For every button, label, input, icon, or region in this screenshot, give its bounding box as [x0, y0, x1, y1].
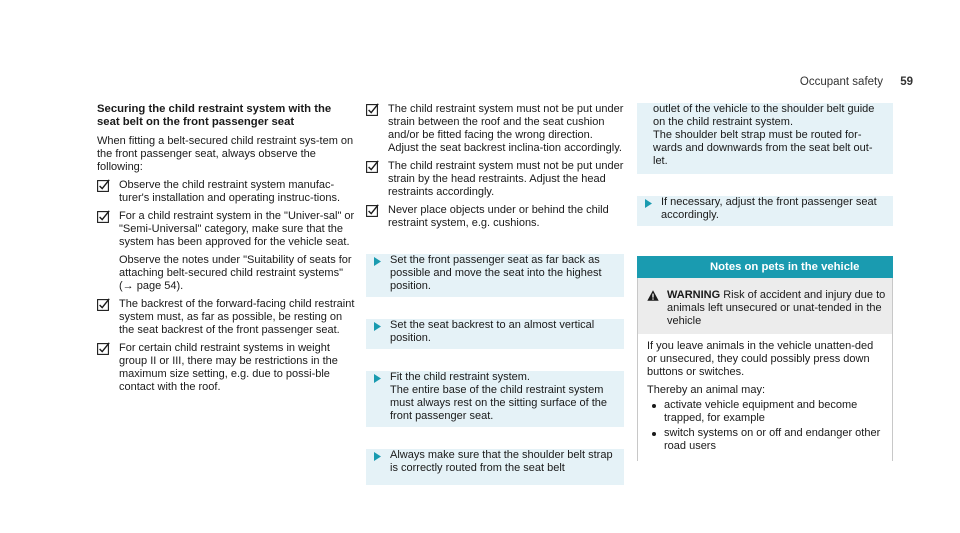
check-item — [366, 204, 624, 230]
check-text: The child restraint system must not be put under strain by the head restraints. Adjust the head restraints accordingly. — [388, 160, 624, 198]
instruction-step — [366, 449, 624, 485]
checkbox-icon — [97, 298, 110, 311]
check-text: For certain child restraint systems in weight group II or III, there may be restrictions in the maximum size setting, e.g. due to possi-ble contact with the roof. — [119, 342, 338, 393]
check-text: Observe the child restraint system manufac-turer's installation and operating instruc-tions. — [119, 179, 340, 204]
column-2 — [366, 103, 624, 485]
column-3 — [637, 103, 893, 461]
checkbox-icon — [97, 210, 110, 223]
step-text: Fit the child restraint system. The entire base of the child restraint system must always rest on the sitting surface of the front passenger seat. — [390, 371, 608, 422]
check-item — [97, 179, 355, 205]
check-text: Never place objects under or behind the child restraint system, e.g. cushions. — [388, 204, 609, 229]
check-item — [97, 342, 355, 394]
checkbox-icon — [366, 103, 379, 116]
arrow-right-icon — [374, 452, 381, 461]
page-header — [800, 76, 913, 88]
checkbox-icon — [97, 342, 110, 355]
warning-header — [638, 278, 892, 334]
warning-text: Risk of accident and injury due to animals left unsecured or unat-tended in the vehicle — [667, 289, 886, 327]
list-item-text: activate vehicle equipment and become trapped, for example — [664, 399, 858, 424]
list-item — [647, 399, 886, 425]
notes-section-title: Notes on pets in the vehicle — [637, 256, 893, 278]
list-item — [647, 427, 886, 453]
section-title: Occupant safety — [799, 76, 883, 88]
warning-label: WARNING — [667, 289, 721, 301]
checkbox-icon — [366, 160, 379, 173]
check-note: Observe the notes under "Suitability of seats for attaching belt-secured child restraint systems" (→ page 54). — [119, 254, 352, 292]
instruction-step — [366, 371, 624, 427]
step-text: Always make sure that the shoulder belt strap is correctly routed from the seat belt — [390, 449, 613, 474]
arrow-right-icon — [374, 374, 381, 383]
step-text: Set the seat backrest to an almost vertical position. — [390, 319, 595, 344]
check-text: The child restraint system must not be put under strain between the roof and the seat cushion and/or be fitted facing the wrong direction. Adjust the seat backrest inclina-tion accordingly. — [388, 103, 624, 154]
warning-body — [638, 334, 892, 461]
list-item-text: switch systems on or off and endanger other road users — [664, 427, 881, 452]
checkbox-icon — [97, 179, 110, 192]
page-number: 59 — [900, 76, 913, 88]
checkbox-icon — [366, 204, 379, 217]
section-heading: Securing the child restraint system with the seat belt on the front passenger seat — [97, 103, 332, 128]
instruction-step — [366, 319, 624, 349]
arrow-right-icon — [374, 322, 381, 331]
warning-paragraph: Thereby an animal may: — [647, 384, 765, 396]
intro-paragraph: When fitting a belt-secured child restraint sys-tem on the front passenger seat, always observe the following: — [97, 135, 354, 173]
check-item — [97, 298, 355, 337]
bullet-icon — [652, 404, 656, 408]
arrow-right-icon — [645, 199, 652, 208]
step-continuation: outlet of the vehicle to the shoulder belt guide on the child restraint system. The shoulder belt strap must be routed for-wards and downwards from the seat belt out-let. — [637, 103, 893, 174]
instruction-step — [366, 254, 624, 297]
column-1 — [97, 103, 355, 399]
warning-box — [637, 278, 893, 461]
check-text: For a child restraint system in the "Univer-sal" or "Semi-Universal" category, make sure that the system has been approved for the vehicle seat. — [119, 210, 355, 248]
bullet-icon — [652, 432, 656, 436]
check-item — [97, 210, 355, 293]
arrow-right-icon — [374, 257, 381, 266]
check-item — [366, 103, 624, 155]
warning-paragraph: If you leave animals in the vehicle unatten-ded or unsecured, they could possibly press down buttons or switches. — [647, 340, 874, 378]
step-text: If necessary, adjust the front passenger seat accordingly. — [661, 196, 877, 221]
step-text: Set the front passenger seat as far back as possible and move the seat into the highest position. — [390, 254, 602, 292]
check-text: The backrest of the forward-facing child restraint system must, as far as possible, be resting on the seat backrest of the front passenger seat. — [119, 298, 355, 336]
check-item — [366, 160, 624, 199]
warning-triangle-icon — [647, 290, 659, 301]
instruction-step — [637, 196, 893, 226]
